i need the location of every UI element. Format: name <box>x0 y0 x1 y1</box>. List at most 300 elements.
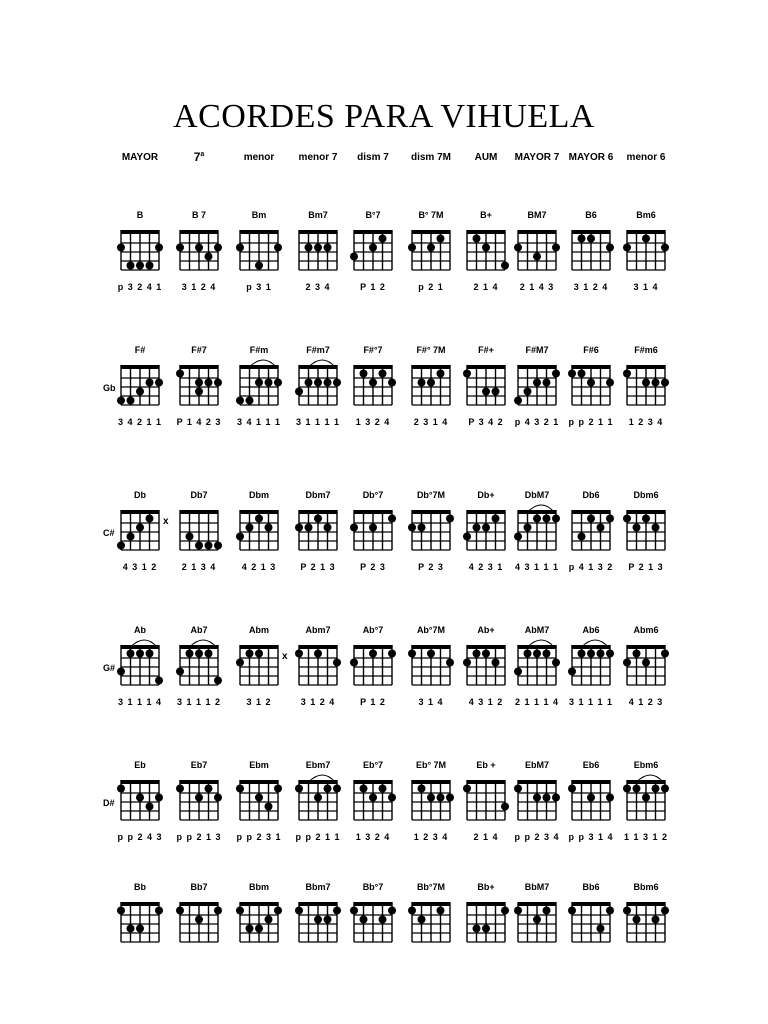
finger-dot <box>514 397 522 405</box>
chord-diagram <box>116 360 164 410</box>
finger-dot <box>633 785 641 793</box>
chord-diagram <box>567 775 615 825</box>
chord-name: BM7 <box>527 210 547 220</box>
chord-diagram <box>349 505 397 555</box>
finger-dot <box>514 668 522 676</box>
fingering-label: P 1 4 2 3 <box>176 417 222 427</box>
chord-name: B+ <box>480 210 492 220</box>
chord-name: B <box>136 210 144 220</box>
fingering-label: p p 2 4 3 <box>117 832 163 842</box>
chord-diagram <box>407 775 455 825</box>
finger-dot <box>623 515 631 523</box>
chord-diagram <box>175 775 223 825</box>
finger-dot <box>155 907 163 915</box>
fingering-label: p p 2 1 1 <box>295 832 341 842</box>
finger-dot <box>195 650 203 658</box>
finger-dot <box>606 907 614 915</box>
finger-dot <box>388 379 396 387</box>
chord-diagram <box>567 225 615 275</box>
chord-name: F#+ <box>478 345 494 355</box>
finger-dot <box>623 785 631 793</box>
finger-dot <box>176 668 184 676</box>
fingering-label: 1 2 3 4 <box>413 832 449 842</box>
chord-name: B 7 <box>191 210 206 220</box>
chord-name: F#M7 <box>525 345 549 355</box>
chord-name: Ebm7 <box>305 760 331 770</box>
finger-dot <box>587 794 595 802</box>
finger-dot <box>295 785 303 793</box>
chord-diagram <box>622 505 670 555</box>
chord-name: F# <box>134 345 146 355</box>
finger-dot <box>524 388 532 396</box>
finger-dot <box>552 370 560 378</box>
chord-diagram <box>294 640 342 690</box>
finger-dot <box>369 379 377 387</box>
chord-diagram <box>235 360 283 410</box>
finger-dot <box>501 907 509 915</box>
finger-dot <box>146 515 154 523</box>
finger-dot <box>236 533 244 541</box>
chord-name: Db6 <box>582 490 600 500</box>
chord-diagram <box>349 775 397 825</box>
fingering-label: 1 2 3 4 <box>628 417 664 427</box>
chord-diagram <box>235 225 283 275</box>
column-header-label: menor 7 <box>298 152 338 163</box>
fingering-label: P 2 1 3 <box>628 562 664 572</box>
chord-diagram <box>407 505 455 555</box>
finger-dot <box>117 785 125 793</box>
finger-dot <box>533 650 541 658</box>
finger-dot <box>176 785 184 793</box>
finger-dot <box>214 379 222 387</box>
chord-diagram <box>235 640 288 690</box>
chord-name: Dbm7 <box>305 490 331 500</box>
fingering-label: p 4 1 3 2 <box>568 562 614 572</box>
fingering-label: 1 3 2 4 <box>355 832 391 842</box>
finger-dot <box>136 262 144 270</box>
chord-name: Bm7 <box>308 210 328 220</box>
chord-name: Eb° 7M <box>415 760 447 770</box>
finger-dot <box>305 244 313 252</box>
chord-diagram <box>567 505 615 555</box>
finger-dot <box>492 659 500 667</box>
finger-dot <box>127 262 135 270</box>
finger-dot <box>350 659 358 667</box>
fingering-label: p 3 2 4 1 <box>117 282 163 292</box>
fingering-label: p 3 1 <box>246 282 272 292</box>
finger-dot <box>195 244 203 252</box>
finger-dot <box>127 397 135 405</box>
finger-dot <box>524 524 532 532</box>
finger-dot <box>473 524 481 532</box>
finger-dot <box>295 650 303 658</box>
column-header-sup: a <box>200 151 205 158</box>
finger-dot <box>155 244 163 252</box>
finger-dot <box>350 253 358 261</box>
fingering-label: p p 2 3 4 <box>514 832 560 842</box>
fingering-label: p p 2 3 1 <box>236 832 282 842</box>
fingering-label: 3 1 4 <box>633 282 659 292</box>
fingering-label: 2 1 3 4 <box>181 562 217 572</box>
finger-dot <box>255 794 263 802</box>
finger-dot <box>482 925 490 933</box>
chord-name: BbM7 <box>524 882 550 892</box>
finger-dot <box>333 379 341 387</box>
finger-dot <box>623 370 631 378</box>
chord-diagram <box>462 505 510 555</box>
chord-name: Eb7 <box>190 760 208 770</box>
column-header-label: MAYOR 6 <box>568 152 614 163</box>
chord-name: F#m6 <box>634 345 658 355</box>
finger-dot <box>463 785 471 793</box>
finger-dot <box>408 524 416 532</box>
finger-dot <box>265 524 273 532</box>
finger-dot <box>514 907 522 915</box>
fingering-label: p p 3 1 4 <box>568 832 614 842</box>
chord-diagram <box>622 775 670 825</box>
chord-name: Ab°7M <box>416 625 446 635</box>
chord-name: F#° 7M <box>416 345 446 355</box>
chord-diagram <box>513 225 561 275</box>
finger-dot <box>186 650 194 658</box>
finger-dot <box>274 907 282 915</box>
finger-dot <box>597 524 605 532</box>
finger-dot <box>127 925 135 933</box>
finger-dot <box>176 907 184 915</box>
chord-name: Db7 <box>190 490 208 500</box>
chord-name: DbM7 <box>524 490 550 500</box>
chord-diagram <box>462 360 510 410</box>
chord-diagram <box>294 775 342 825</box>
finger-dot <box>205 379 213 387</box>
finger-dot <box>463 533 471 541</box>
finger-dot <box>176 370 184 378</box>
finger-dot <box>195 542 203 550</box>
finger-dot <box>274 379 282 387</box>
finger-dot <box>543 515 551 523</box>
chord-diagram <box>567 360 615 410</box>
finger-dot <box>146 379 154 387</box>
finger-dot <box>324 785 332 793</box>
chord-name: EbM7 <box>524 760 549 770</box>
finger-dot <box>642 794 650 802</box>
finger-dot <box>606 650 614 658</box>
chord-diagram <box>407 897 455 947</box>
finger-dot <box>552 244 560 252</box>
finger-dot <box>568 668 576 676</box>
finger-dot <box>587 379 595 387</box>
chord-diagram <box>622 360 670 410</box>
finger-dot <box>633 650 641 658</box>
finger-dot <box>408 907 416 915</box>
chord-diagram <box>407 360 455 410</box>
column-header-label: menor <box>243 152 275 163</box>
finger-dot <box>501 803 509 811</box>
finger-dot <box>597 925 605 933</box>
chord-diagram <box>116 897 164 947</box>
finger-dot <box>463 370 471 378</box>
chord-name: Bm6 <box>636 210 656 220</box>
finger-dot <box>205 542 213 550</box>
finger-dot <box>155 794 163 802</box>
finger-dot <box>587 235 595 243</box>
finger-dot <box>533 379 541 387</box>
chord-name: Bb <box>134 882 146 892</box>
chord-diagram <box>462 897 510 947</box>
finger-dot <box>246 650 254 658</box>
muted-string-mark: x <box>163 516 169 527</box>
finger-dot <box>369 524 377 532</box>
finger-dot <box>195 379 203 387</box>
chord-name: F#m <box>249 345 269 355</box>
finger-dot <box>427 650 435 658</box>
chord-name: Ab <box>134 625 146 635</box>
fingering-label: 2 1 4 3 <box>519 282 555 292</box>
finger-dot <box>265 803 273 811</box>
finger-dot <box>543 794 551 802</box>
chord-name: Eb6 <box>582 760 600 770</box>
finger-dot <box>642 235 650 243</box>
finger-dot <box>533 253 541 261</box>
finger-dot <box>652 916 660 924</box>
finger-dot <box>236 397 244 405</box>
finger-dot <box>146 803 154 811</box>
finger-dot <box>379 235 387 243</box>
finger-dot <box>136 650 144 658</box>
chord-name: F#m7 <box>306 345 330 355</box>
finger-dot <box>127 533 135 541</box>
fingering-label: 4 2 1 3 <box>241 562 277 572</box>
chord-diagram <box>407 225 455 275</box>
finger-dot <box>652 785 660 793</box>
chord-name: Bbm6 <box>633 882 659 892</box>
finger-dot <box>514 244 522 252</box>
finger-dot <box>606 515 614 523</box>
fingering-label: 3 1 4 <box>418 697 444 707</box>
finger-dot <box>305 379 313 387</box>
chord-name: Eb + <box>476 760 496 770</box>
finger-dot <box>514 533 522 541</box>
chord-diagram <box>294 505 342 555</box>
chord-diagram <box>175 360 223 410</box>
column-header-label: MAYOR 7 <box>514 152 560 163</box>
fingering-label: 3 1 1 1 1 <box>295 417 341 427</box>
chord-diagram <box>235 897 283 947</box>
finger-dot <box>437 907 445 915</box>
chord-name: Abm <box>249 625 269 635</box>
chord-diagram <box>116 225 164 275</box>
finger-dot <box>482 244 490 252</box>
finger-dot <box>597 650 605 658</box>
finger-dot <box>533 794 541 802</box>
finger-dot <box>578 650 586 658</box>
finger-dot <box>473 925 481 933</box>
finger-dot <box>295 907 303 915</box>
chord-name: Bb+ <box>477 882 495 892</box>
chord-name: Ebm <box>249 760 269 770</box>
chord-diagram <box>513 505 561 555</box>
finger-dot <box>117 668 125 676</box>
finger-dot <box>482 388 490 396</box>
column-header-label: dism 7M <box>410 152 451 163</box>
fingering-label: P 2 3 <box>360 562 386 572</box>
finger-dot <box>136 794 144 802</box>
enharmonic-label: Gb <box>103 383 116 393</box>
chord-name: Dbm <box>249 490 269 500</box>
fingering-label: 3 1 1 1 1 <box>568 697 614 707</box>
finger-dot <box>214 244 222 252</box>
finger-dot <box>437 794 445 802</box>
finger-dot <box>388 907 396 915</box>
finger-dot <box>552 515 560 523</box>
chord-diagram <box>116 775 164 825</box>
chord-diagram <box>462 225 510 275</box>
enharmonic-label: C# <box>103 528 115 538</box>
chord-diagram <box>462 640 510 690</box>
chord-name: F#6 <box>583 345 599 355</box>
finger-dot <box>661 650 669 658</box>
finger-dot <box>333 659 341 667</box>
finger-dot <box>623 907 631 915</box>
chord-name: Bb7 <box>190 882 208 892</box>
fingering-label: P 2 3 <box>418 562 444 572</box>
chord-name: Db°7 <box>362 490 384 500</box>
fingering-label: 2 3 4 <box>305 282 331 292</box>
finger-dot <box>578 370 586 378</box>
finger-dot <box>214 907 222 915</box>
finger-dot <box>195 794 203 802</box>
finger-dot <box>186 533 194 541</box>
finger-dot <box>418 916 426 924</box>
finger-dot <box>255 515 263 523</box>
finger-dot <box>155 677 163 685</box>
chord-name: B6 <box>585 210 597 220</box>
chord-diagram <box>513 640 561 690</box>
chord-name: Eb <box>134 760 146 770</box>
fingering-label: 3 1 2 <box>246 697 272 707</box>
finger-dot <box>388 515 396 523</box>
finger-dot <box>587 515 595 523</box>
chord-diagram <box>622 640 670 690</box>
finger-dot <box>136 524 144 532</box>
chord-diagram <box>513 775 561 825</box>
muted-string-mark: x <box>282 651 288 662</box>
finger-dot <box>236 907 244 915</box>
fingering-label: p p 2 1 3 <box>176 832 222 842</box>
finger-dot <box>606 244 614 252</box>
finger-dot <box>606 379 614 387</box>
finger-dot <box>265 379 273 387</box>
chord-name: Abm7 <box>305 625 331 635</box>
finger-dot <box>236 785 244 793</box>
chord-diagram <box>513 360 561 410</box>
finger-dot <box>514 785 522 793</box>
column-header-label: dism 7 <box>357 152 389 163</box>
finger-dot <box>446 659 454 667</box>
finger-dot <box>379 916 387 924</box>
chord-diagram <box>116 505 169 555</box>
finger-dot <box>552 659 560 667</box>
fingering-label: p p 2 1 1 <box>568 417 614 427</box>
finger-dot <box>246 524 254 532</box>
finger-dot <box>314 916 322 924</box>
finger-dot <box>543 907 551 915</box>
chord-diagram <box>294 897 342 947</box>
finger-dot <box>117 542 125 550</box>
column-header-label: MAYOR <box>121 152 159 163</box>
finger-dot <box>314 244 322 252</box>
finger-dot <box>388 650 396 658</box>
finger-dot <box>117 244 125 252</box>
finger-dot <box>117 397 125 405</box>
finger-dot <box>195 916 203 924</box>
chord-diagram <box>175 640 223 690</box>
chord-diagram <box>407 640 455 690</box>
finger-dot <box>633 524 641 532</box>
finger-dot <box>117 907 125 915</box>
finger-dot <box>652 524 660 532</box>
finger-dot <box>661 907 669 915</box>
enharmonic-label: G# <box>103 663 116 673</box>
fingering-label: 4 1 2 3 <box>628 697 664 707</box>
finger-dot <box>205 785 213 793</box>
chord-name: F#7 <box>191 345 207 355</box>
finger-dot <box>265 916 273 924</box>
finger-dot <box>379 370 387 378</box>
chord-name: Db°7M <box>416 490 446 500</box>
finger-dot <box>473 235 481 243</box>
chord-diagram <box>567 640 615 690</box>
finger-dot <box>255 379 263 387</box>
finger-dot <box>446 515 454 523</box>
finger-dot <box>661 244 669 252</box>
fingering-label: P 1 2 <box>360 697 386 707</box>
finger-dot <box>623 244 631 252</box>
finger-dot <box>246 397 254 405</box>
finger-dot <box>568 907 576 915</box>
finger-dot <box>418 785 426 793</box>
fingering-label: 3 1 2 4 <box>573 282 609 292</box>
finger-dot <box>314 794 322 802</box>
finger-dot <box>369 794 377 802</box>
finger-dot <box>578 533 586 541</box>
finger-dot <box>314 515 322 523</box>
finger-dot <box>236 244 244 252</box>
enharmonic-label: D# <box>103 798 115 808</box>
finger-dot <box>408 650 416 658</box>
fingering-label: P 2 1 3 <box>300 562 336 572</box>
finger-dot <box>255 650 263 658</box>
finger-dot <box>408 244 416 252</box>
chord-name: B° 7M <box>418 210 444 220</box>
fingering-label: 3 1 2 4 <box>181 282 217 292</box>
finger-dot <box>146 650 154 658</box>
finger-dot <box>333 907 341 915</box>
finger-dot <box>324 916 332 924</box>
finger-dot <box>333 785 341 793</box>
finger-dot <box>578 235 586 243</box>
column-header-label: AUM <box>474 152 498 163</box>
finger-dot <box>136 925 144 933</box>
chord-name: Ab7 <box>190 625 208 635</box>
fingering-label: 4 3 1 2 <box>468 697 504 707</box>
finger-dot <box>446 794 454 802</box>
finger-dot <box>255 262 263 270</box>
finger-dot <box>418 379 426 387</box>
finger-dot <box>633 916 641 924</box>
chord-name: Dbm6 <box>633 490 659 500</box>
finger-dot <box>127 650 135 658</box>
